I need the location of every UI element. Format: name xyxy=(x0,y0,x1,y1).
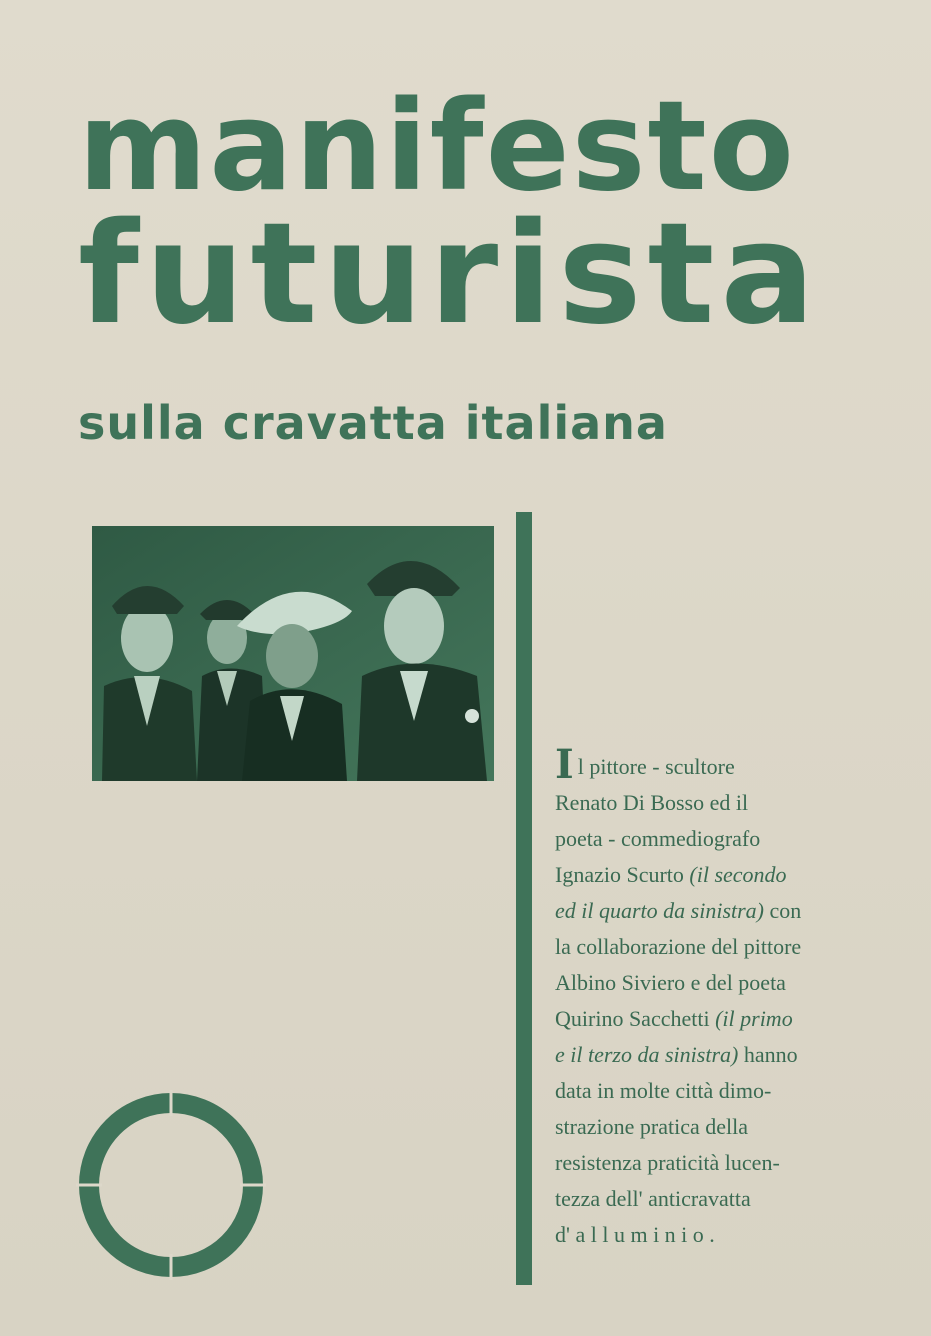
circle-ornament xyxy=(76,1090,266,1280)
body-text-span: resistenza praticità lucen- xyxy=(555,1150,780,1175)
body-line xyxy=(555,1181,855,1217)
body-line xyxy=(555,1145,855,1181)
body-line xyxy=(555,965,855,1001)
body-line xyxy=(555,1217,855,1253)
body-paragraph xyxy=(555,741,855,1253)
body-line xyxy=(555,821,855,857)
body-line xyxy=(555,1001,855,1037)
body-text-span: hanno xyxy=(738,1042,798,1067)
subtitle: sulla cravatta italiana xyxy=(78,396,668,450)
body-line xyxy=(555,893,855,929)
body-text-span: tezza dell' anticravatta xyxy=(555,1186,751,1211)
group-photo xyxy=(92,526,494,781)
body-text-span: strazione pratica della xyxy=(555,1114,749,1139)
body-line xyxy=(555,1037,855,1073)
body-text-span: poeta - commediografo xyxy=(555,826,761,851)
photo-illustration xyxy=(92,526,494,781)
body-text-span: con xyxy=(764,898,802,923)
body-text-span: l pittore - scultore xyxy=(577,754,735,779)
italic-text: (il primo xyxy=(715,1006,793,1031)
body-line xyxy=(555,1073,855,1109)
body-text-span: Albino Siviero e del poeta xyxy=(555,970,786,995)
body-text-span: Renato Di Bosso ed il xyxy=(555,790,749,815)
title-line-2: futurista xyxy=(78,193,821,356)
body-text-span: d' a l l u m i n i o . xyxy=(555,1222,715,1247)
italic-text: e il terzo da sinistra) xyxy=(555,1042,739,1067)
body-text-span: data in molte città dimo- xyxy=(555,1078,772,1103)
italic-text: ed il quarto da sinistra) xyxy=(555,898,765,923)
body-line xyxy=(555,785,855,821)
vertical-rule xyxy=(516,512,532,1285)
drop-cap: I xyxy=(555,741,574,788)
body-line xyxy=(555,929,855,965)
body-text-span: la collaborazione del pittore xyxy=(555,934,802,959)
body-line xyxy=(555,857,855,893)
body-line xyxy=(555,741,855,788)
italic-text: (il secondo xyxy=(689,862,787,887)
body-line xyxy=(555,1109,855,1145)
body-text-span: Ignazio Scurto xyxy=(555,862,690,887)
title-line-1: manifesto xyxy=(78,75,796,219)
body-text-span: Quirino Sacchetti xyxy=(555,1006,716,1031)
